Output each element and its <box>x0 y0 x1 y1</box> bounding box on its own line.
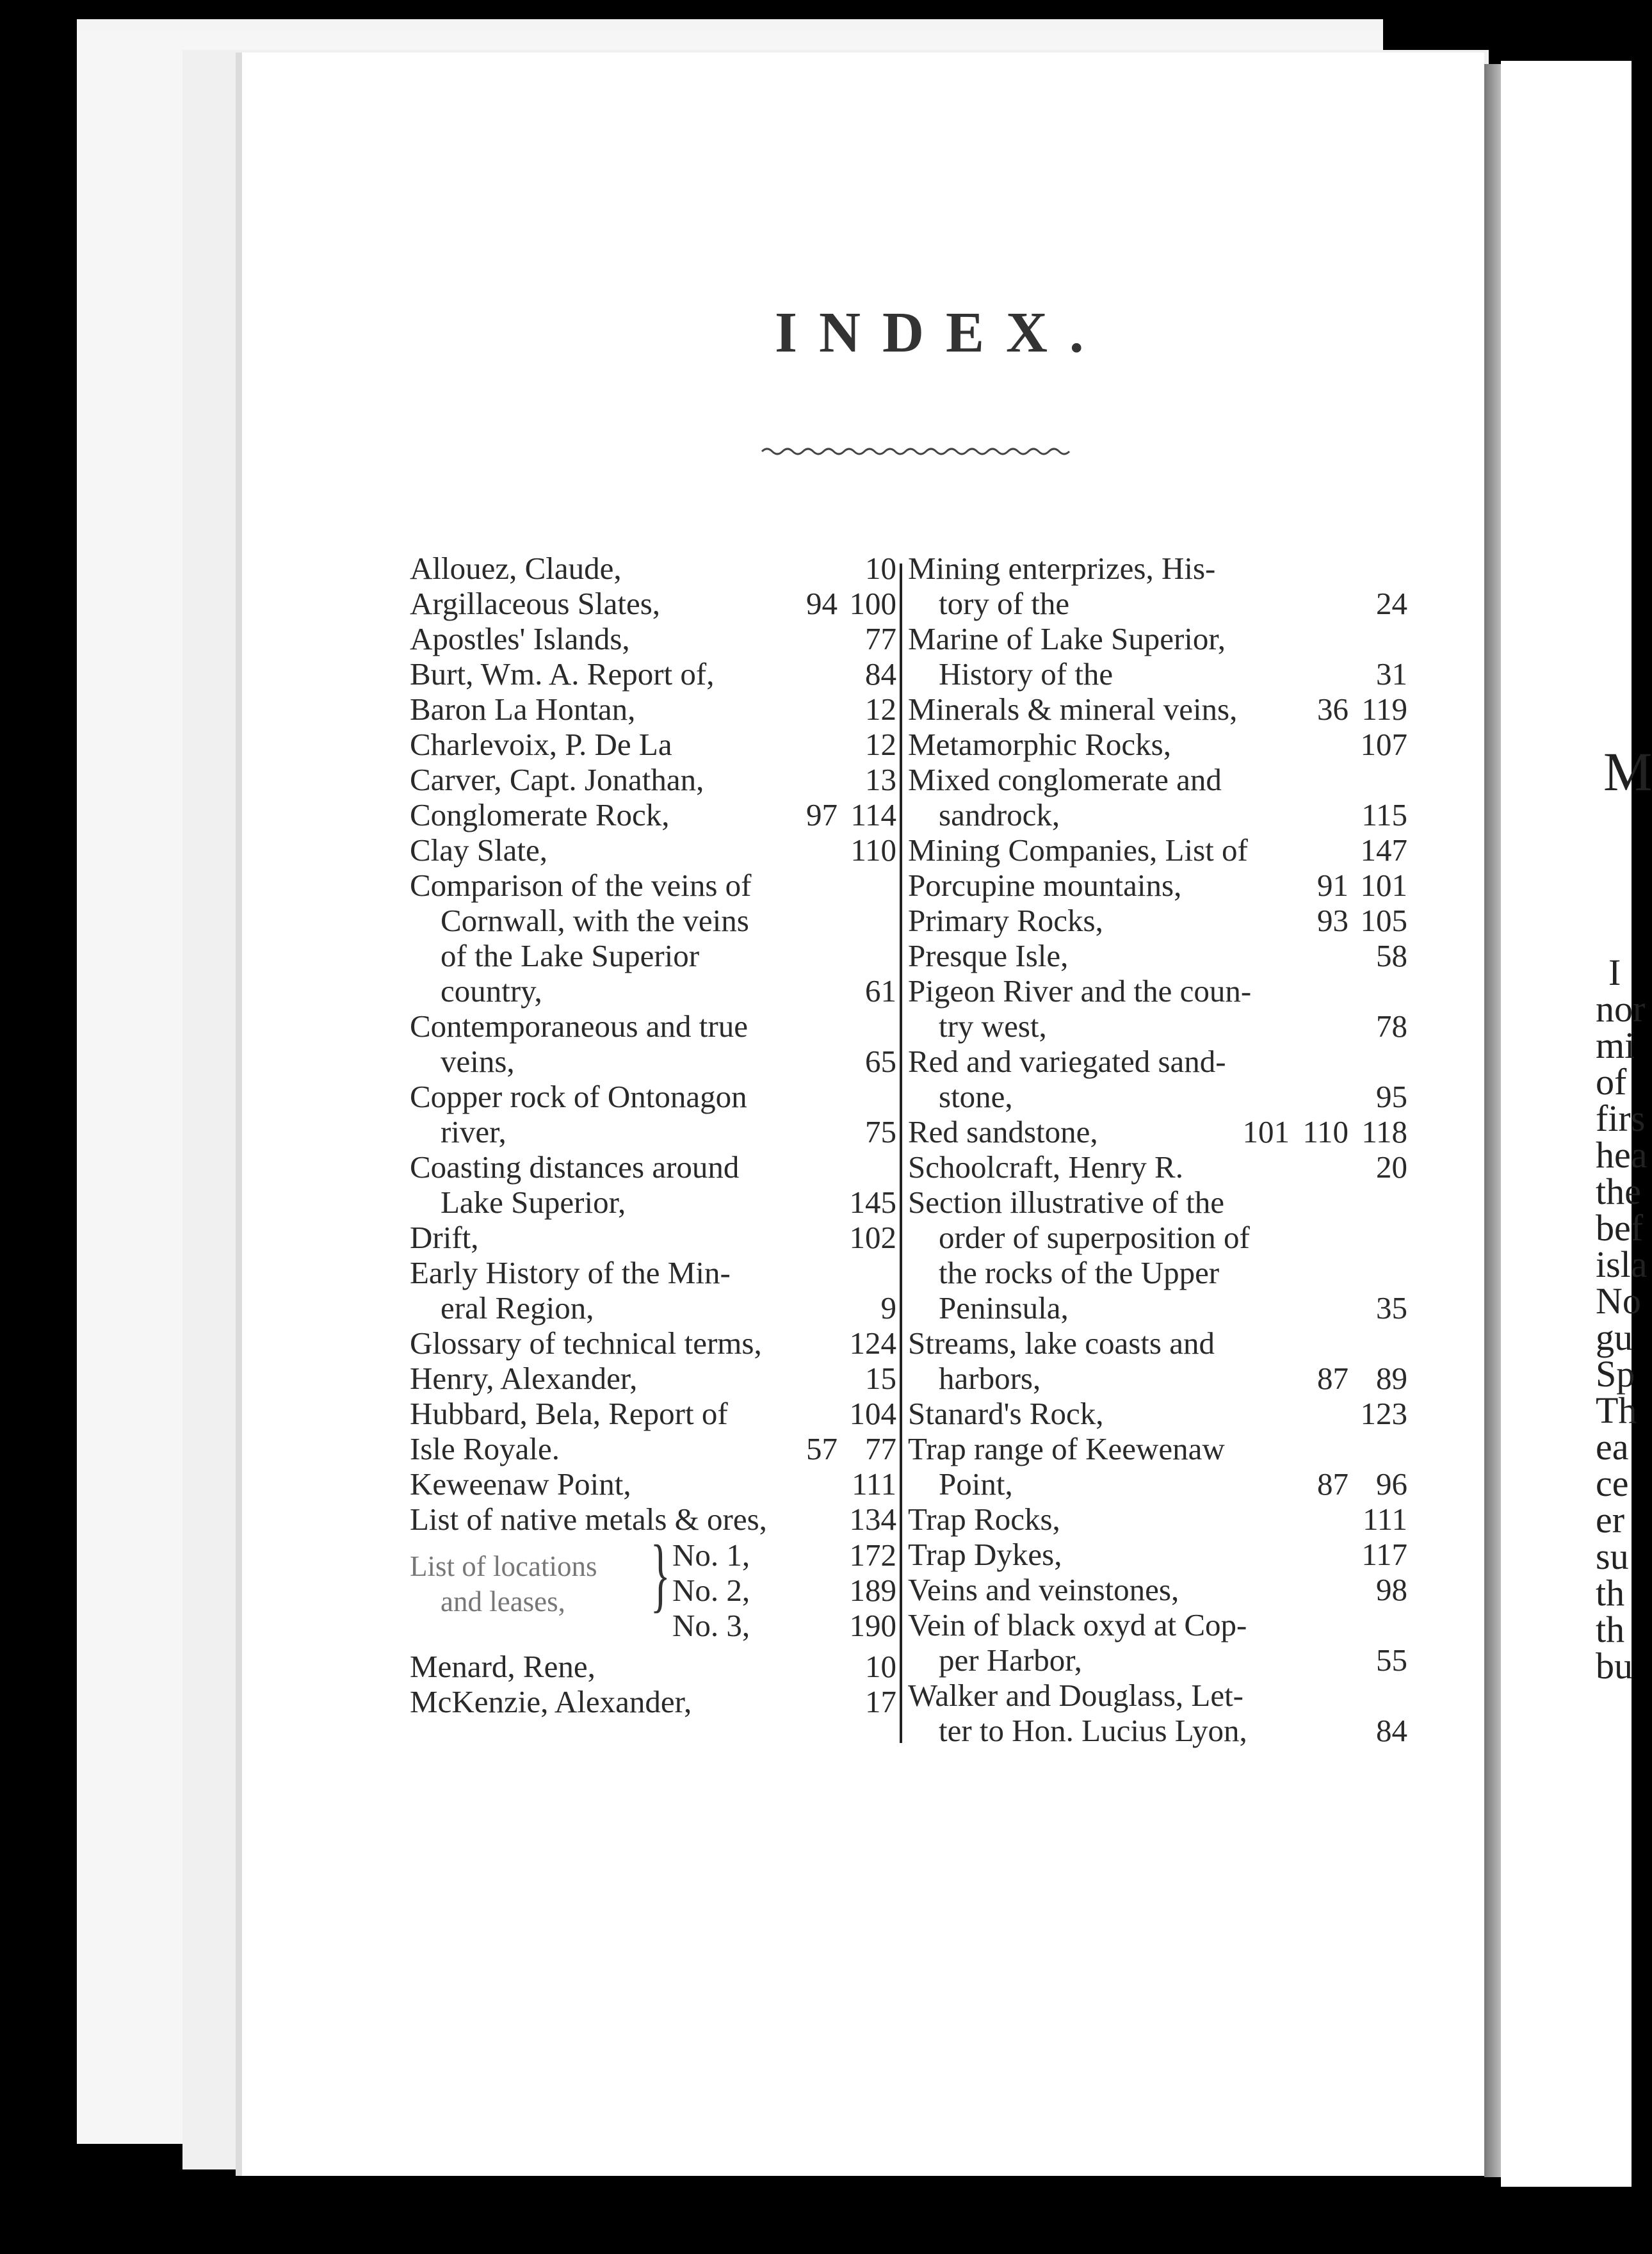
index-entry-line <box>410 973 903 1009</box>
facing-page-text-line: ce <box>1596 1463 1629 1504</box>
index-entry-label: Hubbard, Bela, Report of <box>410 1396 728 1431</box>
index-entry-line <box>908 1361 1414 1396</box>
index-entry-label: Early History of the Min- <box>410 1255 731 1290</box>
page-number: 110 <box>1302 1114 1348 1149</box>
index-entry-line <box>908 1502 1414 1537</box>
facing-page-text-line: of <box>1596 1061 1627 1103</box>
index-entry-line <box>908 1114 1414 1149</box>
location-number: No. 3, <box>672 1608 750 1643</box>
title-ornament <box>759 442 1079 461</box>
index-entry-label: sandrock, <box>939 797 1060 832</box>
index-entry-line <box>908 692 1414 727</box>
index-left-column <box>410 551 903 1719</box>
page-number: 172 <box>849 1537 896 1573</box>
index-entry-label: Mixed conglomerate and <box>908 762 1222 797</box>
index-entry-label: Coasting distances around <box>410 1149 740 1185</box>
index-entry-label: Streams, lake coasts and <box>908 1326 1215 1361</box>
page-number: 124 <box>849 1326 896 1361</box>
index-entry-label: Drift, <box>410 1220 479 1255</box>
page-number: 89 <box>1376 1361 1407 1396</box>
column-divider <box>900 564 902 1743</box>
location-number: No. 2, <box>672 1573 750 1608</box>
index-entry-label: of the Lake Superior <box>441 938 700 973</box>
index-entry-label: List of native metals & ores, <box>410 1502 767 1537</box>
page-number: 84 <box>865 656 896 692</box>
page-number: 190 <box>849 1608 896 1643</box>
page-number: 98 <box>1376 1572 1407 1607</box>
facing-page-text-line: bu <box>1596 1645 1633 1687</box>
index-entry-label: Cornwall, with the veins <box>441 903 749 938</box>
page-number: 57 <box>806 1431 838 1466</box>
page-number: 107 <box>1360 727 1407 762</box>
index-entry-line <box>410 903 903 938</box>
page-number: 61 <box>865 973 896 1009</box>
index-entry-line <box>908 1044 1414 1079</box>
facing-page <box>1501 61 1652 2187</box>
page-number: 117 <box>1361 1537 1407 1572</box>
index-entry-line <box>908 797 1414 832</box>
index-entry-label: Menard, Rene, <box>410 1649 595 1684</box>
index-entry-label: harbors, <box>939 1361 1041 1396</box>
index-entry-label: tory of the <box>939 586 1070 621</box>
page-number: 20 <box>1376 1149 1407 1185</box>
index-entry-line <box>908 1537 1414 1572</box>
page-number: 111 <box>1363 1502 1407 1537</box>
index-entry-line <box>410 727 903 762</box>
index-entry-line <box>908 1466 1414 1502</box>
index-entry-label: Metamorphic Rocks, <box>908 727 1171 762</box>
page-number: 104 <box>849 1396 896 1431</box>
page-number: 12 <box>865 727 896 762</box>
index-entry-line <box>410 656 903 692</box>
index-entry-label: Marine of Lake Superior, <box>908 621 1226 656</box>
index-entry-line <box>410 1044 903 1079</box>
page-number: 145 <box>849 1185 896 1220</box>
index-entry-label: ter to Hon. Lucius Lyon, <box>939 1713 1247 1748</box>
page-number: 12 <box>865 692 896 727</box>
location-number: No. 1, <box>672 1537 750 1573</box>
index-entry-label: Mining enterprizes, His- <box>908 551 1216 586</box>
index-entry-label: Schoolcraft, Henry R. <box>908 1149 1183 1185</box>
index-right-column <box>908 551 1414 1748</box>
index-entry-line <box>908 762 1414 797</box>
index-entry-line <box>410 1255 903 1290</box>
index-entry-label: Allouez, Claude, <box>410 551 622 586</box>
page-number: 118 <box>1361 1114 1407 1149</box>
index-entry-label: Lake Superior, <box>441 1185 626 1220</box>
index-entry-line <box>410 586 903 621</box>
index-entry-line <box>410 1361 903 1396</box>
facing-page-text-line: isla <box>1596 1244 1648 1285</box>
page-number: 101 <box>1242 1114 1290 1149</box>
index-entry-label: Porcupine mountains, <box>908 868 1182 903</box>
index-entry-line <box>908 903 1414 938</box>
index-entry-line <box>410 692 903 727</box>
index-entry-label: Argillaceous Slates, <box>410 586 661 621</box>
page-number: 119 <box>1361 692 1407 727</box>
index-entry-label: Comparison of the veins of <box>410 868 752 903</box>
facing-page-text-line: su <box>1596 1536 1629 1577</box>
index-entry-line <box>410 1114 903 1149</box>
index-entry-label: Veins and veinstones, <box>908 1572 1179 1607</box>
index-entry-label: Pigeon River and the coun- <box>908 973 1252 1009</box>
page-number: 94 <box>806 586 838 621</box>
index-entry-line <box>410 1079 903 1114</box>
index-entry-line <box>908 1185 1414 1220</box>
index-entry-line <box>410 1326 903 1361</box>
facing-page-text-line: hea <box>1596 1134 1648 1176</box>
index-entry-label: Conglomerate Rock, <box>410 797 670 832</box>
index-entry-label: Henry, Alexander, <box>410 1361 638 1396</box>
page-number: 93 <box>1317 903 1348 938</box>
index-entry-line <box>410 1684 903 1719</box>
page-number: 110 <box>850 832 896 868</box>
index-entry-label: Red and variegated sand- <box>908 1044 1226 1079</box>
index-entry-label: Vein of black oxyd at Cop- <box>908 1607 1247 1642</box>
page-number: 87 <box>1317 1361 1348 1396</box>
index-entry-label: country, <box>441 973 542 1009</box>
page-number: 31 <box>1376 656 1407 692</box>
page-number: 87 <box>1317 1466 1348 1502</box>
facing-page-text-line: th <box>1596 1572 1625 1614</box>
index-entry-label: try west, <box>939 1009 1047 1044</box>
index-entry-line <box>410 1649 903 1684</box>
index-entry-label: Isle Royale. <box>410 1431 560 1466</box>
locations-block <box>410 1528 903 1649</box>
index-entry-line <box>908 1149 1414 1185</box>
page-number: 24 <box>1376 586 1407 621</box>
page-number: 134 <box>849 1502 896 1537</box>
book-gutter <box>1484 64 1501 2177</box>
index-entry-line <box>410 1431 903 1466</box>
index-entry-label: Presque Isle, <box>908 938 1069 973</box>
index-entry-line <box>908 586 1414 621</box>
index-entry-label: Baron La Hontan, <box>410 692 636 727</box>
index-entry-label: Peninsula, <box>939 1290 1069 1326</box>
facing-page-text-line: Th <box>1596 1390 1637 1431</box>
facing-page-text-line: nor <box>1596 988 1646 1030</box>
page-number: 55 <box>1376 1642 1407 1678</box>
index-entry-line <box>908 1220 1414 1255</box>
index-entry-line <box>908 1396 1414 1431</box>
index-entry-label: eral Region, <box>441 1290 594 1326</box>
page-number: 77 <box>865 621 896 656</box>
page-number: 91 <box>1317 868 1348 903</box>
index-entry-line <box>410 551 903 586</box>
index-entry-line <box>908 1255 1414 1290</box>
page-number: 15 <box>865 1361 896 1396</box>
facing-page-text-line: th <box>1596 1609 1625 1650</box>
page-number: 189 <box>849 1573 896 1608</box>
page-number: 123 <box>1360 1396 1407 1431</box>
brace-icon: } <box>650 1528 670 1621</box>
index-entry-line <box>908 868 1414 903</box>
index-entry-label: veins, <box>441 1044 515 1079</box>
index-entry-label: Clay Slate, <box>410 832 548 868</box>
index-entry-label: Carver, Capt. Jonathan, <box>410 762 704 797</box>
index-entry-label: Keweenaw Point, <box>410 1466 631 1502</box>
index-entry-label: Red sandstone, <box>908 1114 1098 1149</box>
index-entry-label: Contemporaneous and true <box>410 1009 748 1044</box>
index-entry-line <box>410 1466 903 1502</box>
index-entry-line <box>908 1572 1414 1607</box>
index-entry-line <box>908 621 1414 656</box>
facing-page-text-line: No <box>1596 1280 1641 1322</box>
index-entry-label: Burt, Wm. A. Report of, <box>410 656 715 692</box>
page-number: 95 <box>1376 1079 1407 1114</box>
index-entry-line <box>410 868 903 903</box>
index-entry-line <box>908 832 1414 868</box>
index-entry-label: Point, <box>939 1466 1013 1502</box>
facing-page-text-line: er <box>1596 1499 1625 1541</box>
index-entry-line <box>410 797 903 832</box>
index-entry-line <box>410 621 903 656</box>
facing-page-text-line: the <box>1596 1171 1641 1212</box>
index-entry-label: Mining Companies, List of <box>908 832 1248 868</box>
index-entry-line <box>908 1079 1414 1114</box>
page-number: 102 <box>849 1220 896 1255</box>
index-entry-label: order of superposition of <box>939 1220 1250 1255</box>
page-number: 75 <box>865 1114 896 1149</box>
page-number: 105 <box>1360 903 1407 938</box>
index-entry-label: river, <box>441 1114 506 1149</box>
page-number: 114 <box>850 797 896 832</box>
index-entry-label: Glossary of technical terms, <box>410 1326 762 1361</box>
page-number: 10 <box>865 551 896 586</box>
page-number: 58 <box>1376 938 1407 973</box>
index-entry-line <box>908 1607 1414 1642</box>
page-number: 96 <box>1376 1466 1407 1502</box>
facing-page-text-line: ea <box>1596 1426 1629 1468</box>
index-entry-line <box>410 1009 903 1044</box>
page-number: 100 <box>849 586 896 621</box>
index-entry-label: Trap Dykes, <box>908 1537 1062 1572</box>
page-number: 147 <box>1360 832 1407 868</box>
facing-page-text-line: Sp <box>1596 1353 1635 1395</box>
locations-label: List of locations <box>410 1550 597 1582</box>
locations-label: and leases, <box>441 1585 565 1618</box>
page-number: 17 <box>865 1684 896 1719</box>
index-entry-line <box>908 656 1414 692</box>
index-entry-label: Stanard's Rock, <box>908 1396 1104 1431</box>
index-entry-label: Trap Rocks, <box>908 1502 1060 1537</box>
index-entry-line <box>410 1290 903 1326</box>
index-entry-line <box>908 1326 1414 1361</box>
index-entry-label: Primary Rocks, <box>908 903 1103 938</box>
index-entry-label: the rocks of the Upper <box>939 1255 1220 1290</box>
index-entry-line <box>908 1678 1414 1713</box>
page-number: 77 <box>865 1431 896 1466</box>
index-entry-line <box>410 832 903 868</box>
facing-page-text-line: mi <box>1596 1025 1635 1066</box>
index-entry-label: Charlevoix, P. De La <box>410 727 672 762</box>
index-entry-label: Section illustrative of the <box>908 1185 1224 1220</box>
page-number: 10 <box>865 1649 896 1684</box>
index-entry-line <box>908 1009 1414 1044</box>
index-entry-line <box>410 1220 903 1255</box>
page-number: 115 <box>1361 797 1407 832</box>
page-number: 36 <box>1317 692 1348 727</box>
index-entry-label: Walker and Douglass, Let- <box>908 1678 1243 1713</box>
index-entry-label: stone, <box>939 1079 1013 1114</box>
index-entry-line <box>908 727 1414 762</box>
index-entry-label: per Harbor, <box>939 1642 1082 1678</box>
facing-page-heading: M <box>1603 741 1652 802</box>
index-entry-label: Trap range of Keewenaw <box>908 1431 1225 1466</box>
index-entry-line <box>410 1396 903 1431</box>
index-entry-line <box>410 1149 903 1185</box>
index-entry-label: McKenzie, Alexander, <box>410 1684 692 1719</box>
index-entry-label: Copper rock of Ontonagon <box>410 1079 747 1114</box>
index-entry-line <box>908 1713 1414 1748</box>
index-entry-label: History of the <box>939 656 1113 692</box>
facing-page-text-line: gu <box>1596 1317 1633 1358</box>
index-entry-line <box>410 938 903 973</box>
page-number: 84 <box>1376 1713 1407 1748</box>
page-number: 97 <box>806 797 838 832</box>
index-entry-line <box>410 1185 903 1220</box>
page-number: 111 <box>852 1466 896 1502</box>
index-entry-line <box>908 973 1414 1009</box>
index-entry-label: Minerals & mineral veins, <box>908 692 1238 727</box>
page-number: 13 <box>865 762 896 797</box>
page-number: 9 <box>880 1290 896 1326</box>
index-entry-line <box>908 551 1414 586</box>
index-entry-line <box>908 938 1414 973</box>
index-entry-line <box>908 1431 1414 1466</box>
facing-page-text-line: I <box>1608 952 1621 993</box>
facing-page-text-line: bef <box>1596 1207 1644 1249</box>
page-number: 101 <box>1360 868 1407 903</box>
facing-page-text-line: firs <box>1596 1098 1646 1139</box>
index-entry-line <box>908 1642 1414 1678</box>
page-number: 35 <box>1376 1290 1407 1326</box>
page-number: 65 <box>865 1044 896 1079</box>
page-title: INDEX. <box>775 301 1106 364</box>
index-entry-label: Apostles' Islands, <box>410 621 630 656</box>
page-number: 78 <box>1376 1009 1407 1044</box>
index-entry-line <box>410 762 903 797</box>
index-entry-line <box>908 1290 1414 1326</box>
